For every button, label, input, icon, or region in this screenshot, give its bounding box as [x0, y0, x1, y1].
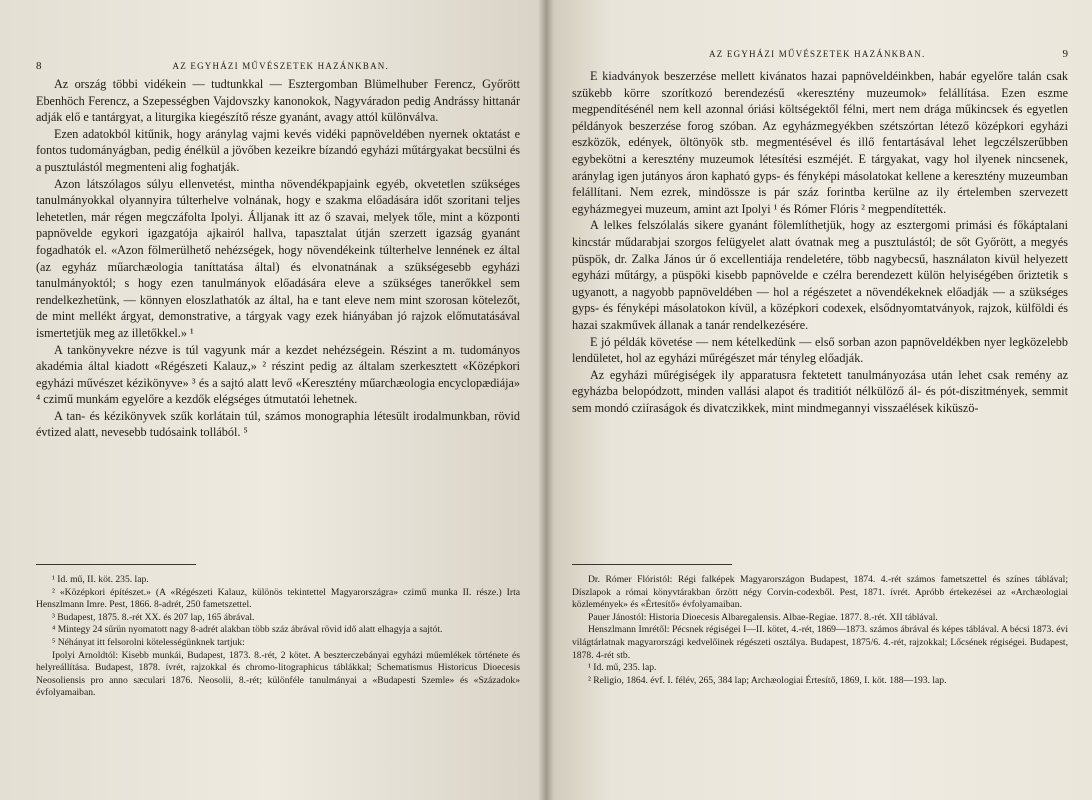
- left-paragraph: Az ország többi vidékein — tudtunkkal — Esztergomban Blümelhuber Ferencz, Győrött Ebenhöch Ferencz, a Szepességben Vajdovszky kanonokok, Nagyváradon pedig Andrássy hittanár adják elő e tantárgyat, a liturgika kiegészítő része gyanánt, avagy attól különválva.: [36, 77, 520, 125]
- footnote: ³ Budapest, 1875. 8.-rét XX. és 207 lap, 165 ábrával.: [52, 611, 255, 623]
- right-page-number: 9: [1062, 48, 1068, 60]
- left-paragraph: A tankönyvekre nézve is túl vagyunk már a kezdet nehézségein. Részint a m. tudományos akadémia által kiadott «Régészeti Kalauz,» ² részint pedig az általam szerkesztett «Középkori egyházi művészet kézikönyve» ³ és a sajtó alatt levő «Keresztény műarchæologia encyclopædiája» ⁴ czimű munkám egyelőre a kezdők elégséges útmutatói lehetnek.: [36, 342, 520, 407]
- right-header-title: AZ EGYHÁZI MŰVÉSZETEK HAZÁNKBAN.: [709, 49, 926, 59]
- footnote: ⁴ Mintegy 24 sűrün nyomatott nagy 8-adrét alakban több száz ábrával rövid idő alatt elhagyja a sajtót.: [52, 624, 443, 636]
- right-running-head: [572, 48, 1068, 60]
- right-body-text: [572, 68, 1068, 416]
- footnote: Dr. Rómer Flóristól: Régi falképek Magyarországon Budapest, 1874. 4.-rét számos fametszettel és színes táblával; Díszlapok a római könyvtárakban őrzött négy Corvin-codexből. Pest, 1871. ívrét. Apróbb értekezései az «Archæologiai közlemények» és «Értesítő» évfolyamaiban.: [572, 574, 1068, 611]
- right-page: [546, 0, 1092, 800]
- right-paragraph: E kiadványok beszerzése mellett kivánatos hazai papnöveldéinkben, habár egyelőre talán csak szükebb körre szorítkozó berendezésű «keresztény muzeumok» felállítása. Ezen eszme megpendítésénél nem kell azonnal óriási költségektől félni, mert nem drága műkincsek és egyetlen példányok beszerzése forog szóban. Az egyházmegyékben szétszórtan létező középkori egyházi eszközök, edények, öltönyök stb. megmentésével és illő fentartásával lehet legczélszerűbben egybekötni a keresztény muzeumok létesítési eszméjét. E tárgyakat, vagy hol ilyenek nincsenek, aránylag igen jutányos áron kapható gyps- és fényképi másolatokat kellene a keresztény muzeumban felállítani. Nem ezrek, mindössze is pár száz forintba kerülne az ily értelemben szervezett egyházmegyei muzeum, amint azt Ipolyi ¹ és Rómer Flóris ² megpendítették.: [572, 69, 1068, 216]
- left-paragraph: Ezen adatokból kitűnik, hogy aránylag vajmi kevés vidéki papnöveldében nyernek oktatást e fontos tudományágban, pedig énélkül a jövőben kezeikre bízandó egyházi műtárgyakat becsülni és a pusztulástól megmenteni alig foghatják.: [36, 126, 520, 174]
- left-header-title: AZ EGYHÁZI MŰVÉSZETEK HAZÁNKBAN.: [172, 61, 389, 71]
- footnote: Ipolyi Arnoldtól: Kisebb munkái, Budapest, 1873. 8.-rét, 2 kötet. A beszterczebányai egyházi műemlékek története és helyreállítása. Budapest, 1878. ívrét, rajzokkal és chromo-litographicus táblákkal; Schematismus Historicus Dioecesis Neosoliensis pro anno sæculari 1876. Neosolii, 8.-rét; különféle tanulmányai a «Budapesti Szemle» és «Századok» évfolyamaiban.: [36, 649, 520, 699]
- footnote: Pauer Jánostól: Historia Dioecesis Albaregalensis. Albae-Regiae. 1877. 8.-rét. XII táblával.: [588, 611, 938, 623]
- right-paragraph: A lelkes felszólalás sikere gyanánt fölemlíthetjük, hogy az esztergomi primási és főkáptalani kincstár műdarabjai szorgos felügyelet alatt óvatnak meg a pusztulástól; de sőt Győrött, a megyés püspök, dr. Zalka János úr ő excellentiája rendeletére, több nagybecsű, használaton kivül helyezett egyházi műtárgy, a püspöki kisebb papnövelde e czélra berendezett külön helyiségében őriztetik s ugyanott, a nagyobb papnöveldében — hol a régészetet a növendékeknek előadják — a szükséges gyps- és fényképi másolatokon kívül, a középkori codexek, elsődnyomtatványok, rajzok, külföldi és hazai szakművek állanak a tanár rendelkezésére.: [572, 218, 1068, 332]
- left-footnotes: [36, 574, 520, 700]
- left-page-number: 8: [36, 60, 42, 72]
- right-paragraph: E jó példák követése — nem kételkedünk — első sorban azon papnöveldékben nyer legközelebb lendületet, hol az egyházi műrégészet már tényleg előadják.: [572, 334, 1068, 366]
- right-paragraph: Az egyházi műrégiségek ily apparatusra fektetett tanulmányozása után lehet csak remény az egyházba belopódzott, minden vallási alapot és traditiót nélkülöző ál- és pót-diszitmények, semmit sem mondó cziíraságok és divatczikkek, mint mindmegannyi visszaélések kiküszö-: [572, 367, 1068, 415]
- footnote: ¹ Id. mű, II. köt. 235. lap.: [52, 574, 149, 585]
- left-paragraph: Azon látszólagos súlyu ellenvetést, mintha növendékpapjaink egyéb, okvetetlen szükséges tanulmányokkal olyannyira túlterhelve volnának, hogy e szakma előadására időt szoritani teljes lehetetlen, már régen megczáfolta Ipolyi. Álljanak itt az ő szavai, melyek tőle, mint a központi papnövelde egykori igazgatója ajkairól hallva, tapasztalat útján szerzett igazság gyanánt fogadhatók el. «Azon fölmerülhető nehézségek, hogy növendékeink túlterhelve lennének ez által (az egyház műarchæologia taníttatása által) és elvonatnának a szükségesebb egyházi tanulmányoktól; s hogy ezen tanulmányok előadására eleve a szükséges tanerőkkel sem rendelkezhetünk, — könnyen eloszlathatók az által, ha e tant eleve nem mint szorosan kötelezőt, de mint mellékt árgyat, demonstrative, a tárgyak vagy ezek hiányában jó rajzok előmutatásával ismertetjük meg az illetőkkel.» ¹: [36, 176, 520, 340]
- right-footnotes: [572, 574, 1068, 687]
- left-body-text: [36, 76, 520, 441]
- left-footnote-rule: [36, 564, 196, 565]
- left-running-head: [36, 60, 520, 72]
- right-footnote-rule: [572, 564, 732, 565]
- left-paragraph: A tan- és kézikönyvek szűk korlátain túl, számos monographia létesült irodalmunkban, rövid évtized alatt, nevesebb tudósaink tollából. ⁵: [36, 408, 520, 440]
- footnote: ⁵ Néhányat itt felsorolni kötelességünknek tartjuk:: [52, 636, 245, 648]
- footnote: ¹ Id. mű, 235. lap.: [588, 662, 657, 674]
- footnote: Henszlmann Imrétől: Pécsnek régiségei I—II. kötet, 4.-rét, 1869—1873. számos ábrával és képes táblával. A bécsi 1873. évi világtárlatnak magyarországi kedvelőinek régészeti osztálya. Budapest, 1875/6. 4.-rét, rajzokkal; Lőcsének régiségei. Budapest, 1878. 4-rét stb.: [572, 624, 1068, 661]
- footnote: ² «Középkori építészet.» (A «Régészeti Kalauz, különös tekintettel Magyarországra» czimű munka II. része.) Irta Henszlmann Imre. Pest, 1866. 8-adrét, 250 fametszettel.: [36, 586, 520, 611]
- footnote: ² Religio, 1864. évf. I. félév, 265, 384 lap; Archæologiai Értesítő, 1869, I. köt. 188—193. lap.: [588, 674, 947, 686]
